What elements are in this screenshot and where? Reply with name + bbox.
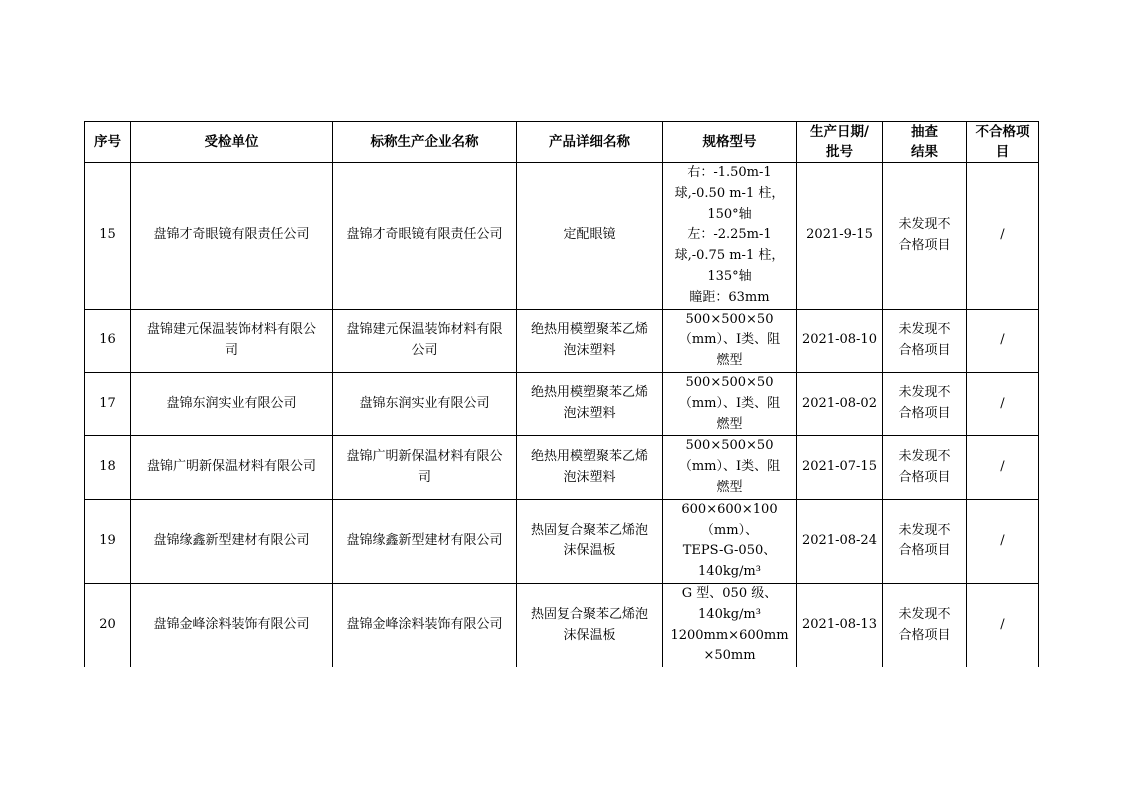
header-no: 序号 — [85, 122, 131, 163]
cell-no: 19 — [85, 499, 131, 583]
header-spec: 规格型号 — [663, 122, 797, 163]
table-row — [85, 499, 1039, 583]
cell-date: 2021-08-24 — [797, 499, 883, 583]
cell-unit: 盘锦建元保温装饰材料有限公 司 — [131, 309, 333, 372]
cell-fail: / — [967, 372, 1039, 435]
cell-result: 未发现不 合格项目 — [883, 499, 967, 583]
header-result: 抽查 结果 — [883, 122, 967, 163]
cell-result: 未发现不 合格项目 — [883, 163, 967, 310]
table-row — [85, 163, 1039, 310]
cell-unit: 盘锦广明新保温材料有限公司 — [131, 436, 333, 499]
cell-fail: / — [967, 163, 1039, 310]
cell-date: 2021-9-15 — [797, 163, 883, 310]
cell-spec: 500×500×50 （mm）、Ⅰ类、阻 燃型 — [663, 372, 797, 435]
cell-fail: / — [967, 583, 1039, 667]
header-fail: 不合格项 目 — [967, 122, 1039, 163]
cell-product: 热固复合聚苯乙烯泡 沫保温板 — [517, 583, 663, 667]
cell-maker: 盘锦建元保温装饰材料有限 公司 — [333, 309, 517, 372]
cell-spec: 500×500×50 （mm）、Ⅰ类、阻 燃型 — [663, 436, 797, 499]
header-product: 产品详细名称 — [517, 122, 663, 163]
header-unit: 受检单位 — [131, 122, 333, 163]
cell-unit: 盘锦才奇眼镜有限责任公司 — [131, 163, 333, 310]
cell-no: 20 — [85, 583, 131, 667]
cell-no: 18 — [85, 436, 131, 499]
cell-maker: 盘锦广明新保温材料有限公 司 — [333, 436, 517, 499]
cell-fail: / — [967, 309, 1039, 372]
cell-product: 绝热用模塑聚苯乙烯 泡沫塑料 — [517, 309, 663, 372]
cell-spec: 右：-1.50m-1 球,-0.50 m-1 柱， 150°轴 左：-2.25m-1 球,-0.75 m-1 柱， 135°轴 瞳距：63mm — [663, 163, 797, 310]
cell-no: 17 — [85, 372, 131, 435]
cell-result: 未发现不 合格项目 — [883, 583, 967, 667]
cell-result: 未发现不 合格项目 — [883, 372, 967, 435]
cell-date: 2021-08-10 — [797, 309, 883, 372]
cell-no: 16 — [85, 309, 131, 372]
cell-result: 未发现不 合格项目 — [883, 309, 967, 372]
cell-date: 2021-08-13 — [797, 583, 883, 667]
cell-fail: / — [967, 499, 1039, 583]
table-row — [85, 372, 1039, 435]
cell-spec: 500×500×50 （mm）、Ⅰ类、阻 燃型 — [663, 309, 797, 372]
cell-unit: 盘锦东润实业有限公司 — [131, 372, 333, 435]
cell-no: 15 — [85, 163, 131, 310]
header-date: 生产日期/ 批号 — [797, 122, 883, 163]
cell-fail: / — [967, 436, 1039, 499]
cell-unit: 盘锦缘鑫新型建材有限公司 — [131, 499, 333, 583]
cell-maker: 盘锦金峰涂料装饰有限公司 — [333, 583, 517, 667]
table-row — [85, 436, 1039, 499]
table-row — [85, 309, 1039, 372]
cell-spec: G 型、050 级、 140kg/m³ 1200mm×600mm ×50mm — [663, 583, 797, 667]
cell-product: 绝热用模塑聚苯乙烯 泡沫塑料 — [517, 372, 663, 435]
cell-spec: 600×600×100 （mm）、 TEPS-G-050、 140kg/m³ — [663, 499, 797, 583]
cell-product: 定配眼镜 — [517, 163, 663, 310]
header-maker: 标称生产企业名称 — [333, 122, 517, 163]
cell-date: 2021-08-02 — [797, 372, 883, 435]
inspection-table — [84, 121, 1039, 667]
header-row — [85, 122, 1039, 163]
cell-product: 热固复合聚苯乙烯泡 沫保温板 — [517, 499, 663, 583]
cell-maker: 盘锦缘鑫新型建材有限公司 — [333, 499, 517, 583]
cell-maker: 盘锦东润实业有限公司 — [333, 372, 517, 435]
cell-unit: 盘锦金峰涂料装饰有限公司 — [131, 583, 333, 667]
table-row — [85, 583, 1039, 667]
cell-maker: 盘锦才奇眼镜有限责任公司 — [333, 163, 517, 310]
cell-date: 2021-07-15 — [797, 436, 883, 499]
cell-product: 绝热用模塑聚苯乙烯 泡沫塑料 — [517, 436, 663, 499]
cell-result: 未发现不 合格项目 — [883, 436, 967, 499]
